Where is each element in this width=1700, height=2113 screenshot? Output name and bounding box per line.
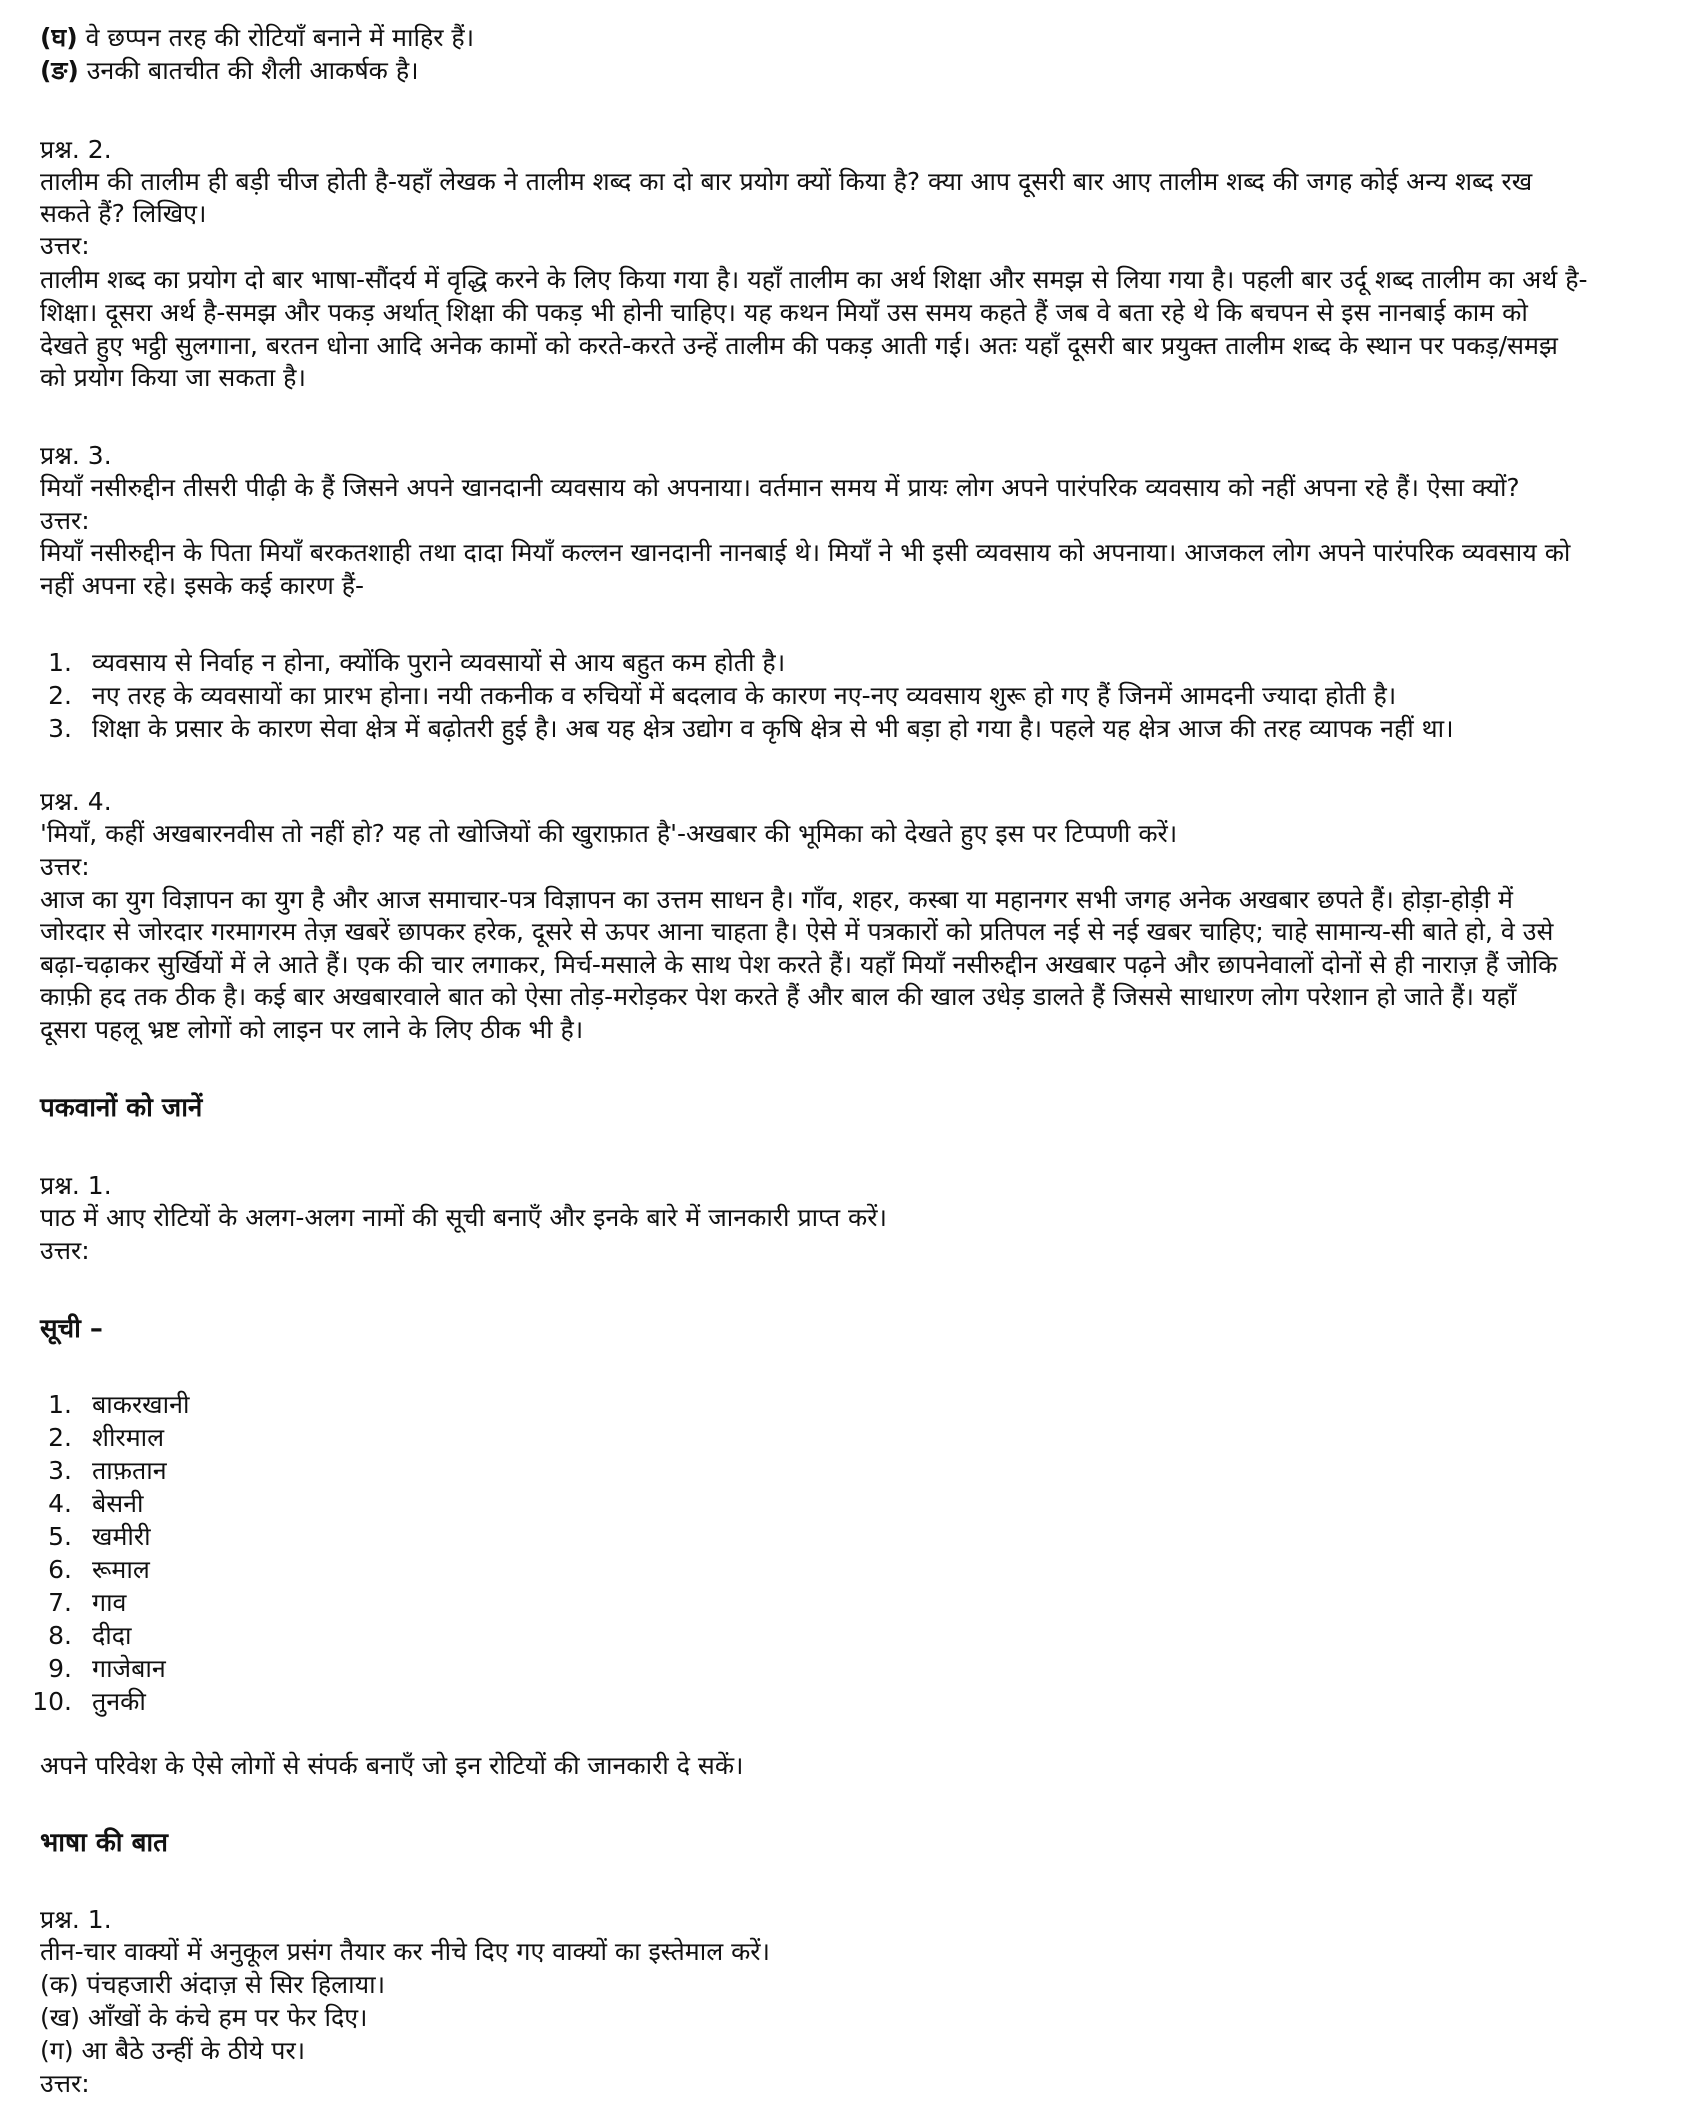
bhasha-sentence: (क) पंचहजारी अंदाज़ से सिर हिलाया।	[40, 1970, 386, 1999]
q2-question-line: सकते हैं? लिखिए।	[40, 199, 207, 228]
roti-name: ताफ़तान	[92, 1456, 167, 1485]
q2-answer-label: उत्तर:	[40, 231, 90, 260]
roti-list-item	[30, 1389, 189, 1421]
q4-label: प्रश्न. 4.	[40, 787, 112, 816]
roti-name: दीदा	[92, 1621, 132, 1650]
q4-answer-line: काफ़ी हद तक ठीक है। कई बार अखबारवाले बात को ऐसा तोड़-मरोड़कर पेश करते हैं और बाल की खाल उधेड़ डालते हैं जिससे साधारण लोग परेशान हो जाते हैं। यहाँ	[40, 982, 1517, 1011]
q3-reason-item	[30, 647, 785, 679]
bhasha-heading: भाषा की बात	[40, 1828, 168, 1858]
q3-reason-number: 2.	[48, 681, 72, 710]
roti-list-item	[30, 1686, 146, 1718]
roti-list-item	[30, 1620, 132, 1652]
roti-list-item	[30, 1587, 126, 1619]
q2-question-line: तालीम की तालीम ही बड़ी चीज होती है-यहाँ लेखक ने तालीम शब्द का दो बार प्रयोग क्यों किया है? क्या आप दूसरी बार आए तालीम शब्द की जगह कोई अन्य शब्द रख	[40, 167, 1533, 196]
q3-answer-line: नहीं अपना रहे। इसके कई कारण हैं-	[40, 571, 365, 600]
q3-answer-line: मियाँ नसीरुद्दीन के पिता मियाँ बरकतशाही तथा दादा मियाँ कल्लन खानदानी नानबाई थे। मियाँ ने भी इसी व्यवसाय को अपनाया। आजकल लोग अपने पारंपरिक व्यवसाय को	[40, 538, 1571, 567]
bhasha-question: तीन-चार वाक्यों में अनुकूल प्रसंग तैयार कर नीचे दिए गए वाक्यों का इस्तेमाल करें।	[40, 1937, 771, 1966]
roti-list-item	[30, 1554, 150, 1586]
q4-answer-line: आज का युग विज्ञापन का युग है और आज समाचार-पत्र विज्ञापन का उत्तम साधन है। गाँव, शहर, कस्बा या महानगर सभी जगह अनेक अखबार छपते हैं। होड़ा-होड़ी में	[40, 885, 1513, 914]
q4-answer-line: जोरदार से जोरदार गरमागरम तेज़ खबरें छापकर हरेक, दूसरे से ऊपर आना चाहता है। ऐसे में पत्रकारों को प्रतिपल नई से नई खबर चाहिए; चाहे सामान्य-सी बाते हो, वे उसे	[40, 917, 1554, 946]
q3-reason-number: 3.	[48, 714, 72, 743]
pakwan-question: पाठ में आए रोटियों के अलग-अलग नामों की सूची बनाएँ और इनके बारे में जानकारी प्राप्त करें।	[40, 1203, 887, 1232]
pakwan-answer-label: उत्तर:	[40, 1236, 90, 1265]
q3-question-line: मियाँ नसीरुद्दीन तीसरी पीढ़ी के हैं जिसने अपने खानदानी व्यवसाय को अपनाया। वर्तमान समय में प्रायः लोग अपने पारंपरिक व्यवसाय को नहीं अपना रहे हैं। ऐसा क्यों?	[40, 473, 1520, 502]
q3-reason-item	[30, 680, 1396, 712]
roti-number: 9.	[48, 1654, 72, 1683]
q2-answer-line: को प्रयोग किया जा सकता है।	[40, 363, 306, 392]
q3-answer-label: उत्तर:	[40, 506, 90, 535]
pakwan-note: अपने परिवेश के ऐसे लोगों से संपर्क बनाएँ जो इन रोटियों की जानकारी दे सकें।	[40, 1751, 744, 1780]
q3-reason-text: नए तरह के व्यवसायों का प्रारभ होना। नयी तकनीक व रुचियों में बदलाव के कारण नए-नए व्यवसाय शुरू हो गए हैं जिनमें आमदनी ज्यादा होती है।	[92, 681, 1397, 710]
roti-number: 5.	[48, 1522, 72, 1551]
roti-list-item	[30, 1422, 164, 1454]
roti-name: गाजेबान	[92, 1654, 166, 1683]
bhasha-sentence: (ग) आ बैठे उन्हीं के ठीये पर।	[40, 2036, 306, 2065]
roti-list-item	[30, 1455, 167, 1487]
q2-answer-line: तालीम शब्द का प्रयोग दो बार भाषा-सौंदर्य में वृद्धि करने के लिए किया गया है। यहाँ तालीम का अर्थ शिक्षा और समझ से लिया गया है। पहली बार उर्दू शब्द तालीम का अर्थ है-	[40, 265, 1588, 294]
q3-reason-number: 1.	[48, 648, 72, 677]
intro-line-nga	[40, 55, 419, 87]
q3-reason-item	[30, 713, 1454, 745]
roti-name: बाकरखानी	[92, 1390, 190, 1419]
q2-answer-line: शिक्षा। दूसरा अर्थ है-समझ और पकड़ अर्थात् शिक्षा की पकड़ भी होनी चाहिए। यह कथन मियाँ उस समय कहते हैं जब वे बता रहे थे कि बचपन से इस नानबाई काम को	[40, 298, 1528, 327]
roti-number: 8.	[48, 1621, 72, 1650]
roti-name: बेसनी	[92, 1489, 144, 1518]
roti-number: 3.	[48, 1456, 72, 1485]
nga-label: (ङ)	[40, 56, 79, 85]
bhasha-answer-label: उत्तर:	[40, 2069, 90, 2098]
pakwan-heading: पकवानों को जानें	[40, 1093, 203, 1123]
roti-name: गाव	[92, 1588, 127, 1617]
roti-number: 7.	[48, 1588, 72, 1617]
roti-number: 2.	[48, 1423, 72, 1452]
roti-name: शीरमाल	[92, 1423, 165, 1452]
bhasha-sentence: (ख) आँखों के कंचे हम पर फेर दिए।	[40, 2003, 368, 2032]
q4-answer-line: बढ़ा-चढ़ाकर सुर्खियों में ले आते हैं। एक की चार लगाकर, मिर्च-मसाले के साथ पेश करते हैं। यहाँ मियाँ नसीरुद्दीन अखबार पढ़ने और छापनेवालों दोनों से ही नाराज़ हैं जोकि	[40, 950, 1558, 979]
gha-text: वे छप्पन तरह की रोटियाँ बनाने में माहिर हैं।	[77, 23, 475, 52]
roti-number: 4.	[48, 1489, 72, 1518]
q4-question-line: 'मियाँ, कहीं अखबारनवीस तो नहीं हो? यह तो खोजियों की खुराफ़ात है'-अखबार की भूमिका को देखते हुए इस पर टिप्पणी करें।	[40, 819, 1178, 848]
roti-name: रूमाल	[92, 1555, 150, 1584]
roti-list-item	[30, 1521, 151, 1553]
roti-number: 10.	[32, 1687, 72, 1716]
gha-label: (घ)	[40, 23, 78, 52]
q2-answer-line: देखते हुए भट्ठी सुलगाना, बरतन धोना आदि अनेक कामों को करते-करते उन्हें तालीम की पकड़ आती गई। अतः यहाँ दूसरी बार प्रयुक्त तालीम शब्द के स्थान पर पकड़/समझ	[40, 331, 1558, 360]
roti-list-heading: सूची –	[40, 1314, 103, 1344]
pakwan-q-label: प्रश्न. 1.	[40, 1171, 112, 1200]
q4-answer-label: उत्तर:	[40, 852, 90, 881]
roti-list-item	[30, 1653, 166, 1685]
q2-label: प्रश्न. 2.	[40, 135, 112, 164]
roti-number: 6.	[48, 1555, 72, 1584]
intro-line-gha	[40, 22, 474, 54]
q3-reason-text: व्यवसाय से निर्वाह न होना, क्योंकि पुराने व्यवसायों से आय बहुत कम होती है।	[92, 648, 786, 677]
roti-name: खमीरी	[92, 1522, 151, 1551]
roti-number: 1.	[48, 1390, 72, 1419]
roti-list-item	[30, 1488, 144, 1520]
q3-label: प्रश्न. 3.	[40, 441, 112, 470]
nga-text: उनकी बातचीत की शैली आकर्षक है।	[78, 56, 419, 85]
roti-name: तुनकी	[92, 1687, 146, 1716]
bhasha-q-label: प्रश्न. 1.	[40, 1905, 112, 1934]
q3-reason-text: शिक्षा के प्रसार के कारण सेवा क्षेत्र में बढ़ोतरी हुई है। अब यह क्षेत्र उद्योग व कृषि क्षेत्र से भी बड़ा हो गया है। पहले यह क्षेत्र आज की तरह व्यापक नहीं था।	[92, 714, 1454, 743]
q4-answer-line: दूसरा पहलू भ्रष्ट लोगों को लाइन पर लाने के लिए ठीक भी है।	[40, 1015, 584, 1044]
